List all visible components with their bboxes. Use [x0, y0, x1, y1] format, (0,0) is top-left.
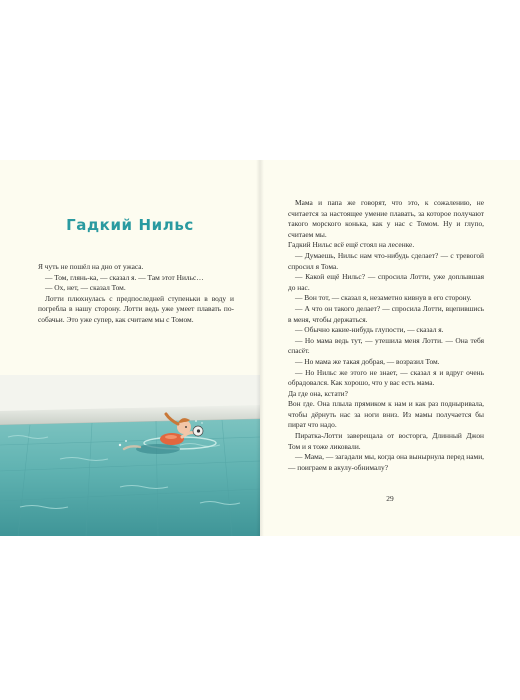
page-number: 29 [386, 494, 394, 503]
pool-illustration [0, 375, 260, 536]
chapter-title: Гадкий Нильс [66, 216, 194, 234]
paragraph: — Мама, — загадали мы, когда она вынырнула перед нами, — поиграем в акулу-обнималу? [288, 452, 484, 472]
paragraph: — Но мама ведь тут, — утешила меня Лотти. — Она тебя спасёт. [288, 335, 484, 356]
paragraph: — А что он такого делает? — спросила Лотти, вцепившись в меня, чтобы держаться. [288, 303, 484, 324]
paragraph: — Обычно какие-нибудь глупости, — сказал я. [295, 325, 444, 335]
right-page [260, 160, 520, 536]
paragraph: Вон где. Она плыла прямиком к нам и как раз подныривала, чтобы дёрнуть нас за ноги вниз. Из мамы получается бы пират что надо. [288, 399, 484, 430]
paragraph: — Какой ещё Нильс? — спросила Лотти, уже доплывшая до нас. [288, 272, 484, 292]
paragraph: Пиратка-Лотти заверещала от восторга, Длинный Джон Том и я тоже ликовали. [288, 431, 484, 451]
paragraph: — Думаешь, Нильс нам что-нибудь сделает? — с тревогой спросил я Тома. [288, 250, 484, 271]
left-page-text [38, 262, 234, 326]
paragraph: — Ох, нет, — сказал Том. [45, 283, 126, 293]
left-page [0, 160, 260, 536]
paragraph: Да где она, кстати? [288, 388, 348, 398]
book-spread [0, 160, 520, 536]
paragraph: — Том, глянь-ка, — сказал я. — Там этот Нильс… [45, 272, 204, 282]
paragraph: Мама и папа же говорят, что это, к сожалению, не считается за настоящее умение плавать, за которое получают такого морского конька, как у нас с Томом. Ну и глупо, считаем мы. [288, 198, 484, 239]
paragraph: — Но Нильс же этого не знает, — сказал я и вдруг очень обрадовался. Как хорошо, что у вас есть мама. [288, 367, 484, 388]
right-page-text [288, 198, 484, 473]
paragraph: Гадкий Нильс всё ещё стоял на лесенке. [288, 240, 415, 250]
paragraph: — Но мама же такая добрая, — возразил Том. [295, 356, 440, 366]
paragraph: Я чуть не пошёл на дно от ужаса. [38, 262, 144, 271]
paragraph: Лотти плюхнулась с предпоследней ступеньки в воду и погребла в нашу сторону. Лотти ведь уже умеет плавать по-собачьи. Это уже супер, как считаем мы с Томом. [38, 293, 234, 324]
paragraph: — Вон тот, — сказал я, незаметно кивнув в его сторону. [295, 293, 472, 303]
